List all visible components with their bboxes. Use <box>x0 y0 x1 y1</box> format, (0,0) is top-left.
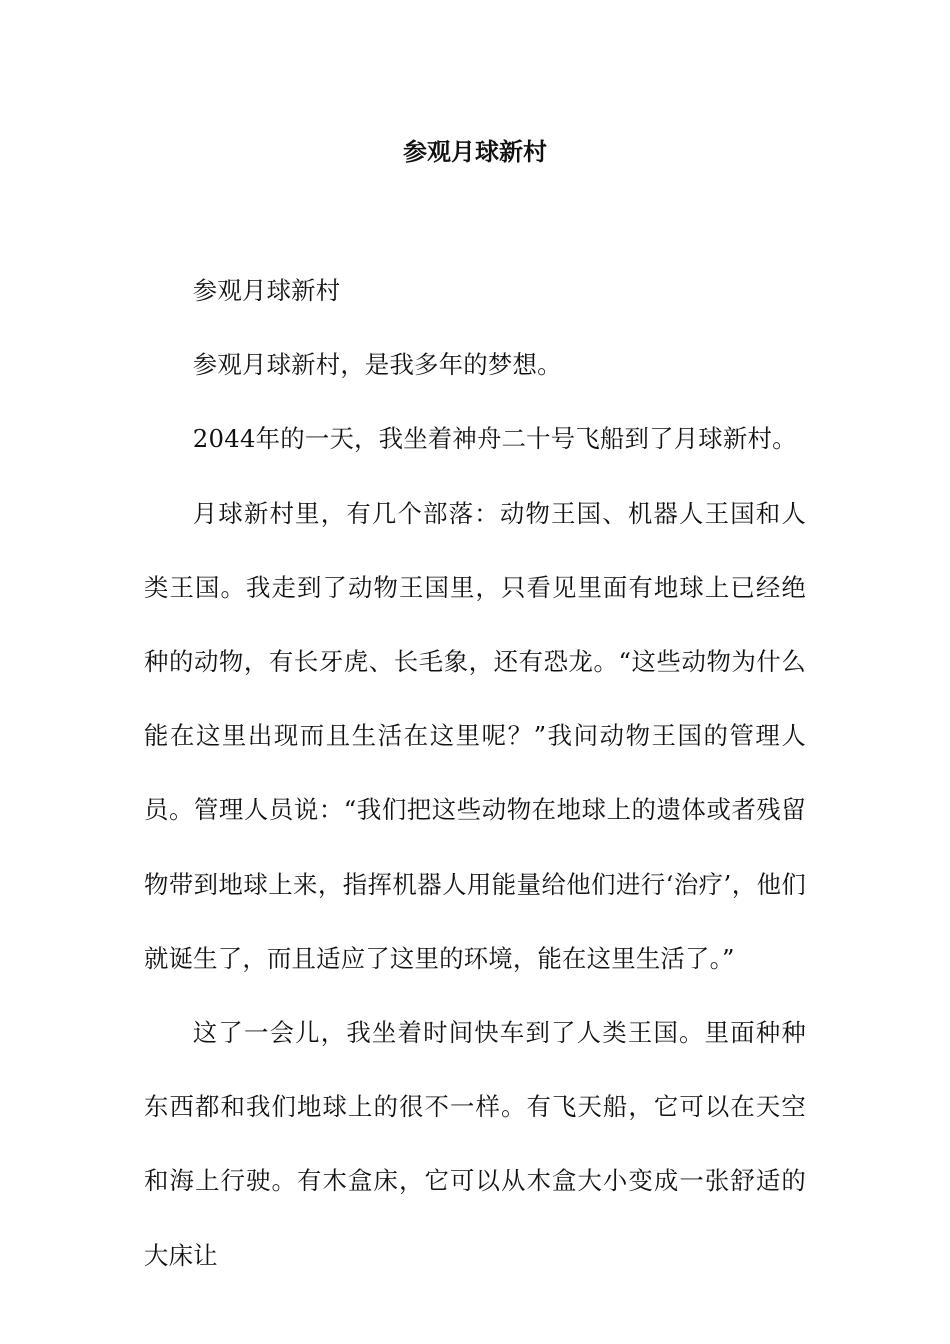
paragraph-dream: 参观月球新村，是我多年的梦想。 <box>192 350 562 380</box>
paragraph-subtitle: 参观月球新村 <box>192 276 341 305</box>
paragraph-human-kingdom: 这了一会儿，我坐着时间快车到了人类王国。里面种种东西都和我们地球上的很不一样。有飞天船，它可以在天空和海上行驶。有木盒床，它可以从木盒大小变成一张舒适的大床让 <box>144 1018 806 1270</box>
paragraph-arrival: 2044年的一天，我坐着神舟二十号飞船到了月球新村。 <box>192 424 797 454</box>
paragraph-animal-kingdom: 月球新村里，有几个部落：动物王国、机器人王国和人类王国。我走到了动物王国里，只看见里面有地球上已经绝种的动物，有长牙虎、长毛象，还有恐龙。“这些动物为什么能在这里出现而且生活在这里呢？”我问动物王国的管理人员。管理人员说：“我们把这些动物在地球上的遗体或者残留物带到地球上来，指挥机器人用能量给他们进行‘治疗’，他们就诞生了，而且适应了这里的环境，能在这里生活了。” <box>144 498 806 973</box>
document-body <box>144 254 806 1293</box>
document-title: 参观月球新村 <box>403 138 547 166</box>
